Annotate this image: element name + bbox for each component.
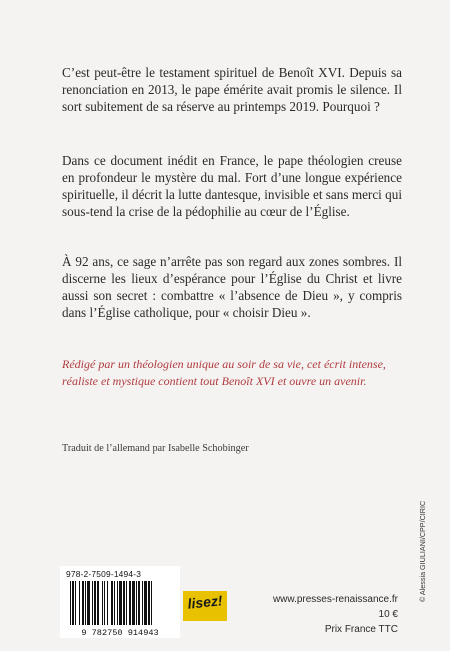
barcode-bar	[132, 581, 135, 625]
barcode-bar	[117, 581, 118, 625]
barcode-bar	[151, 581, 152, 625]
translator-credit: Traduit de l’allemand par Isabelle Schobinger	[62, 443, 249, 454]
barcode-bar	[82, 581, 84, 625]
barcode-digits: 9 782750 914943	[81, 628, 159, 637]
barcode-bar	[104, 581, 105, 625]
barcode-bar	[75, 581, 76, 625]
barcode-bar	[111, 581, 113, 625]
barcode-bar	[119, 581, 122, 625]
barcode-icon	[64, 581, 176, 637]
barcode-bar	[148, 581, 150, 625]
barcode-bar	[142, 581, 143, 625]
barcode-bar	[138, 581, 140, 625]
book-price: 10 €	[378, 609, 398, 620]
isbn-number: 978-2-7509-1494-3	[66, 569, 142, 579]
blurb-paragraph-2: Dans ce document inédit en France, le pape théologien creuse en profondeur le mystère du mal. Fort d’une longue expérience spirituelle, il décrit la lutte dantesque, invisible et sans merci qui sous-tend la crise de la pédophilie au cœur de l’Église.	[62, 153, 402, 219]
highlight-quote: Rédigé par un théologien unique au soir de sa vie, cet écrit intense, réaliste et mystique contient tout Benoît XVI et ouvre un avenir.	[62, 357, 386, 388]
price-note: Prix France TTC	[324, 624, 398, 635]
blurb-paragraph-1: C’est peut-être le testament spirituel de Benoît XVI. Depuis sa renonciation en 2013, le pape émérite avait promis le silence. Il sort subitement de sa réserve au printemps 2019. Pourquoi ?	[62, 65, 402, 114]
publisher-logo	[183, 591, 227, 621]
barcode-bar	[126, 581, 127, 625]
photo-credit: © Alessia GIULIANI/CPP/CIRIC	[418, 500, 427, 602]
barcode-bar	[94, 581, 96, 625]
barcode-bar	[144, 581, 147, 625]
publisher-website: www.presses-renaissance.fr	[272, 594, 398, 605]
blurb-paragraph-3: À 92 ans, ce sage n’arrête pas son regard aux zones sombres. Il discerne les lieux d’espérance pour l’Église du Christ et livre aussi son secret : combattre « l’absence de Dieu », y compris dans l’Église catholique, pour « choisir Dieu ».	[62, 254, 402, 320]
barcode-bar	[123, 581, 125, 625]
barcode-bar	[87, 581, 90, 625]
barcode-bar	[136, 581, 137, 625]
barcode-bar	[85, 581, 86, 625]
logo-text: lisez!	[186, 592, 224, 612]
barcode-bar	[72, 581, 74, 625]
barcode-bar	[97, 581, 99, 625]
publisher-info	[273, 592, 398, 637]
barcode-bar	[79, 581, 80, 625]
barcode-bar	[107, 581, 108, 625]
barcode-bar	[114, 581, 115, 625]
barcode-bar	[92, 581, 93, 625]
barcode-bar	[70, 581, 71, 625]
barcode-bar	[102, 581, 103, 625]
barcode-bar	[129, 581, 131, 625]
